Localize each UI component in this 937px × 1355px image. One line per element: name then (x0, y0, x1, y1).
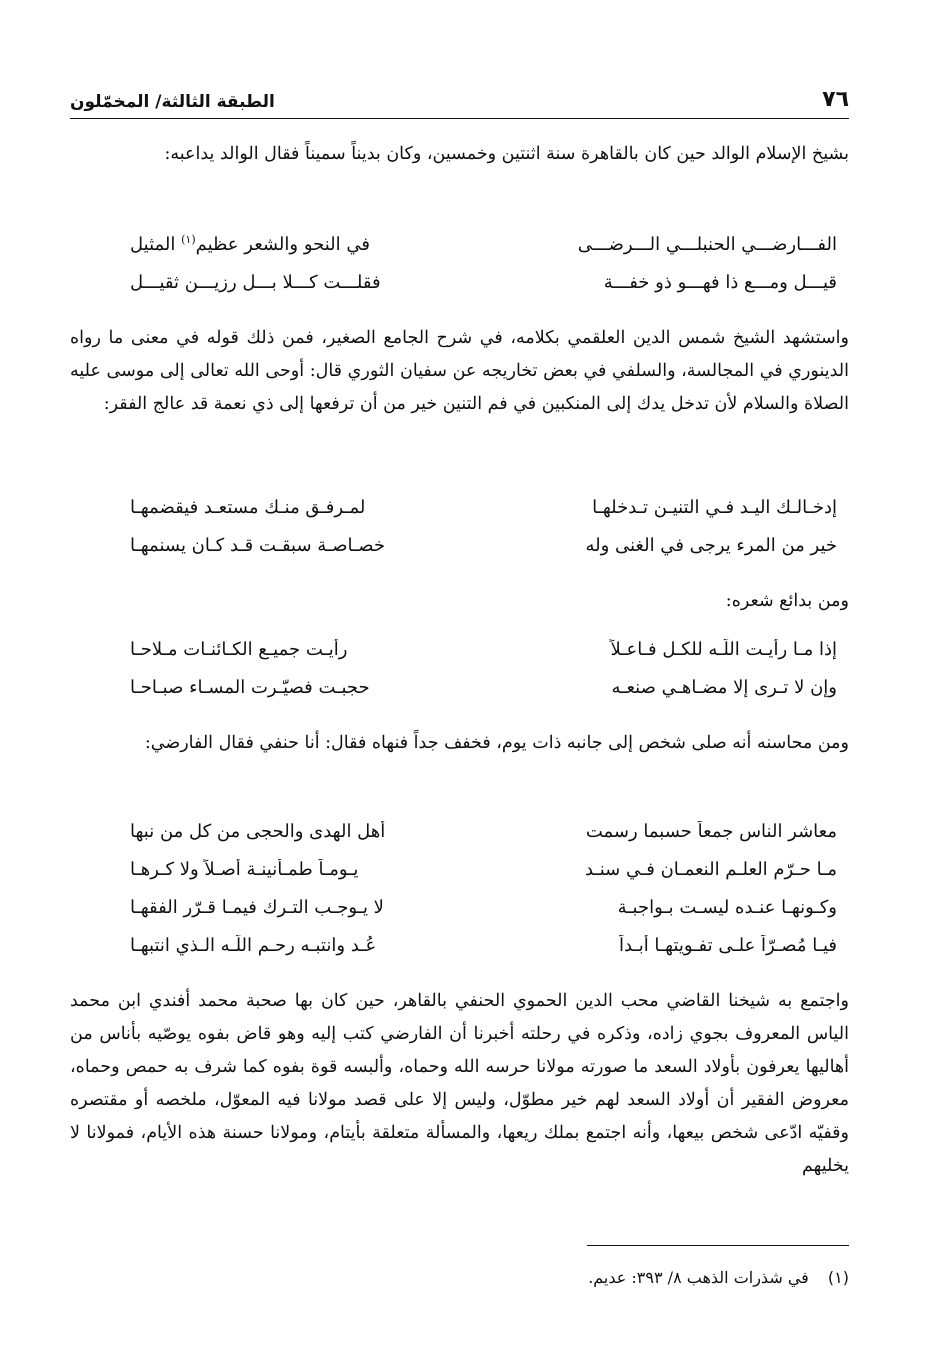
verse-hemistich-first: إذا مـا رأيـت اللّـه للكـل فـاعـلاً (610, 638, 837, 660)
header-rule (70, 118, 849, 119)
verse-hemistich-second: عُـد وانتبـه رحـم اللّـه الـذي انتبهـا (130, 934, 377, 956)
verse-hemistich-second: يـومـاً طمـأنينـة أصـلاً ولا كـرهـا (130, 858, 359, 880)
verse-hemistich-first: فيـا مُصـرّاً علـى تفـويتهـا أبـداً (618, 934, 837, 956)
verse-hemistich-first: وكـونهـا عنـده ليسـت بـواجبـة (617, 896, 837, 918)
verse-line (130, 668, 837, 706)
footnote-ref: (١) (181, 233, 196, 246)
verse-block-2 (130, 488, 837, 564)
verse-hemistich-second: لا يـوجـب التـرك فيمـا قـرّر الفقهـا (130, 896, 384, 918)
footnote-rule (587, 1245, 849, 1246)
paragraph-4: ومن محاسنه أنه صلى شخص إلى جانبه ذات يوم، فخفف جداً فنهاه فقال: أنا حنفي فقال الفارضي: (144, 733, 849, 753)
verse-line (130, 850, 837, 888)
verse-line (130, 263, 837, 301)
verse-block-3 (130, 630, 837, 706)
verse-hemistich-second: لمـرفـق منـك مستعـد فيقضمهـا (130, 496, 366, 518)
verse-hemistich-first: خير من المرء يرجى في الغنى وله (585, 534, 837, 556)
page-number: ٧٦ (822, 87, 849, 112)
footnote-marker: (١) (827, 1268, 849, 1287)
footnote-text: في شذرات الذهب ٨/ ٣٩٣: عديم. (588, 1268, 809, 1287)
verse-hemistich-second: في النحو والشعر عظيم$^{(١)}$ المثيل (130, 233, 370, 255)
verse-hemistich-first: قيـــل ومـــع ذا فهـــو ذو خفـــة (603, 271, 837, 293)
page-header (70, 78, 849, 112)
verse-hemistich-first: مـا حـرّم العلـم النعمـان فـي سنـد (585, 858, 837, 880)
paragraph-3: ومن بدائع شعره: (725, 591, 849, 611)
verse-hemistich-first: وإن لا تـرى إلا مضـاهـي صنعـه (611, 676, 837, 698)
verse-line (130, 888, 837, 926)
verse-block-1 (130, 225, 837, 301)
verse-hemistich-first: إدخـالـك اليـد فـي التنيـن تـدخلهـا (592, 496, 837, 518)
paragraph-5: واجتمع به شيخنا القاضي محب الدين الحموي الحنفي بالقاهر، حين كان بها صحبة محمد أفندي ابن محمد الياس المعروف بجوي زاده، وذكره في رحلته أخبرنا أن الفارضي كتب إليه وهو قاض بفوه يوصّيه بأناس من أهاليها يعرفون بأولاد السعد ما صورته مولانا حرسه الله وحماه، وألبسه قوة بفوه كما شرف به حمص وحماه، معروض الفقير أن أولاد السعد لهم خير مطوّل، وليس إلا على قصد مولانا فيه المعوّل، ملخصه أو مقتصره وقفيّه ادّعى شخص بيعها، وأنه اجتمع بملك ريعها، والمسألة متعلقة بأيتام، ومولانا حسنة هذه الأيام، فمولانا لا يخليهم (70, 991, 849, 1176)
verse-line (130, 488, 837, 526)
verse-hemistich-second: حجبـت فصيّـرت المسـاء صبـاحـا (130, 676, 370, 698)
verse-hemistich-second: خصـاصـة سبقـت قـد كـان يسنمهـا (130, 534, 385, 556)
verse-line (130, 630, 837, 668)
verse-hemistich-first: معاشر الناس جمعاً حسبما رسمت (585, 820, 837, 842)
verse-hemistich-second: رأيـت جميـع الكـائنـات مـلاحـا (130, 638, 348, 660)
verse-block-4 (130, 812, 837, 964)
footnote (588, 1268, 849, 1287)
paragraph-1: بشيخ الإسلام الوالد حين كان بالقاهرة سنة اثنتين وخمسين، وكان بديناً سميناً فقال الوالد يداعبه: (164, 144, 849, 164)
verse-line (130, 526, 837, 564)
verse-hemistich-second: أهل الهدى والحجى من كل من نبها (130, 820, 386, 842)
verse-hemistich-first: الفـــارضـــي الحنبلـــي الـــرضـــى (577, 233, 837, 255)
verse-line (130, 225, 837, 263)
verse-hemistich-second: فقلـــت كـــلا بـــل رزيـــن ثقيـــل (130, 271, 381, 293)
verse-line (130, 812, 837, 850)
verse-line (130, 926, 837, 964)
paragraph-2: واستشهد الشيخ شمس الدين العلقمي بكلامه، في شرح الجامع الصغير، فمن ذلك قوله في معنى ما رواه الدينوري في المجالسة، والسلفي في بعض تخاريجه عن سفيان الثوري قال: أوحى الله تعالى إلى موسى عليه الصلاة والسلام لأن تدخل يدك إلى المنكبين في فم التنين خير من أن ترفعها إلى ذي نعمة قد عالج الفقر: (70, 328, 849, 414)
running-title: الطبقة الثالثة/ المخمّلون (70, 92, 275, 112)
